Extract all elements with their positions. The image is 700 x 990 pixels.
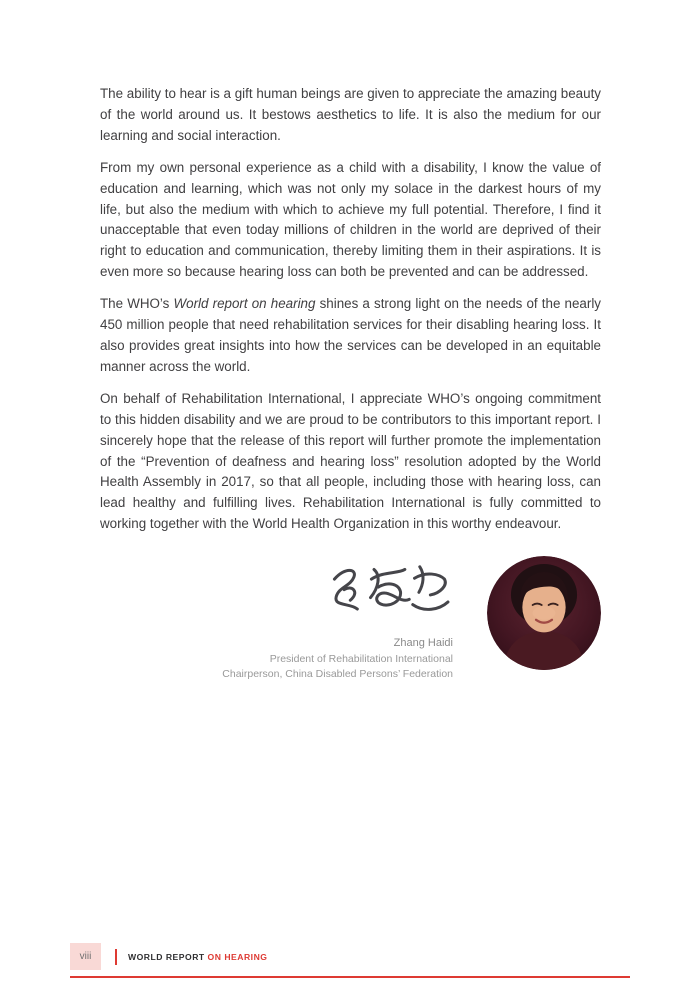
paragraph-4: On behalf of Rehabilitation International, I appreciate WHO’s ongoing commitment to this hidden disability and we are proud to be contributors to this important report. I sincerely hope that the release of this report will further promote the implementation of the “Prevention of deafness and hearing loss” resolution adopted by the World Health Assembly in 2017, so that all people, including those with hearing loss, can lead healthy and fulfilling lives. Rehabilitation International is fully committed to working together with the World Health Organization in this worthy endeavour. <box>100 390 601 532</box>
paragraph-2: From my own personal experience as a child with a disability, I know the value of education and learning, which was not only my solace in the darkest hours of my life, but also the medium with which to achieve my full potential. Therefore, I find it unacceptable that even today millions of children in the world are deprived of their right to education and communication, thereby limiting them in their aspirations. It is even more so because hearing loss can both be prevented and can be addressed. <box>100 159 601 280</box>
signatory-title-1: President of Rehabilitation International <box>269 652 453 665</box>
footer-report-title <box>128 952 267 962</box>
footer-row <box>70 943 630 970</box>
footer-rule <box>70 976 630 978</box>
footer-divider <box>115 949 117 965</box>
paragraph-3-pre: The WHO’s <box>100 296 174 312</box>
report-title-italic: World report on hearing <box>173 296 316 312</box>
footer-title-accent: ON HEARING <box>207 951 268 962</box>
signature-calligraphy-image <box>325 558 453 624</box>
signatory-title-2: Chairperson, China Disabled Persons’ Federation <box>222 668 453 681</box>
signature-block <box>222 556 453 683</box>
body-text <box>100 84 601 546</box>
page-number: viii <box>70 943 101 970</box>
signatory-name: Zhang Haidi <box>393 637 453 649</box>
footer-title-primary: WORLD REPORT <box>128 951 205 962</box>
paragraph-3 <box>100 294 601 378</box>
portrait-photo <box>487 556 601 670</box>
paragraph-1: The ability to hear is a gift human beings are given to appreciate the amazing beauty of the world around us. It bestows aesthetics to life. It is also the medium for our learning and social interaction. <box>100 86 601 143</box>
signature-section <box>100 556 601 683</box>
paragraph-3-post: shines a strong light on the needs of the nearly 450 million people that need rehabilitation services for their disabling hearing loss. It also provides great insights into how the services can be developed in an equitable manner across the world. <box>100 296 602 374</box>
portrait-photo-image <box>487 556 601 670</box>
page-footer <box>70 943 630 978</box>
